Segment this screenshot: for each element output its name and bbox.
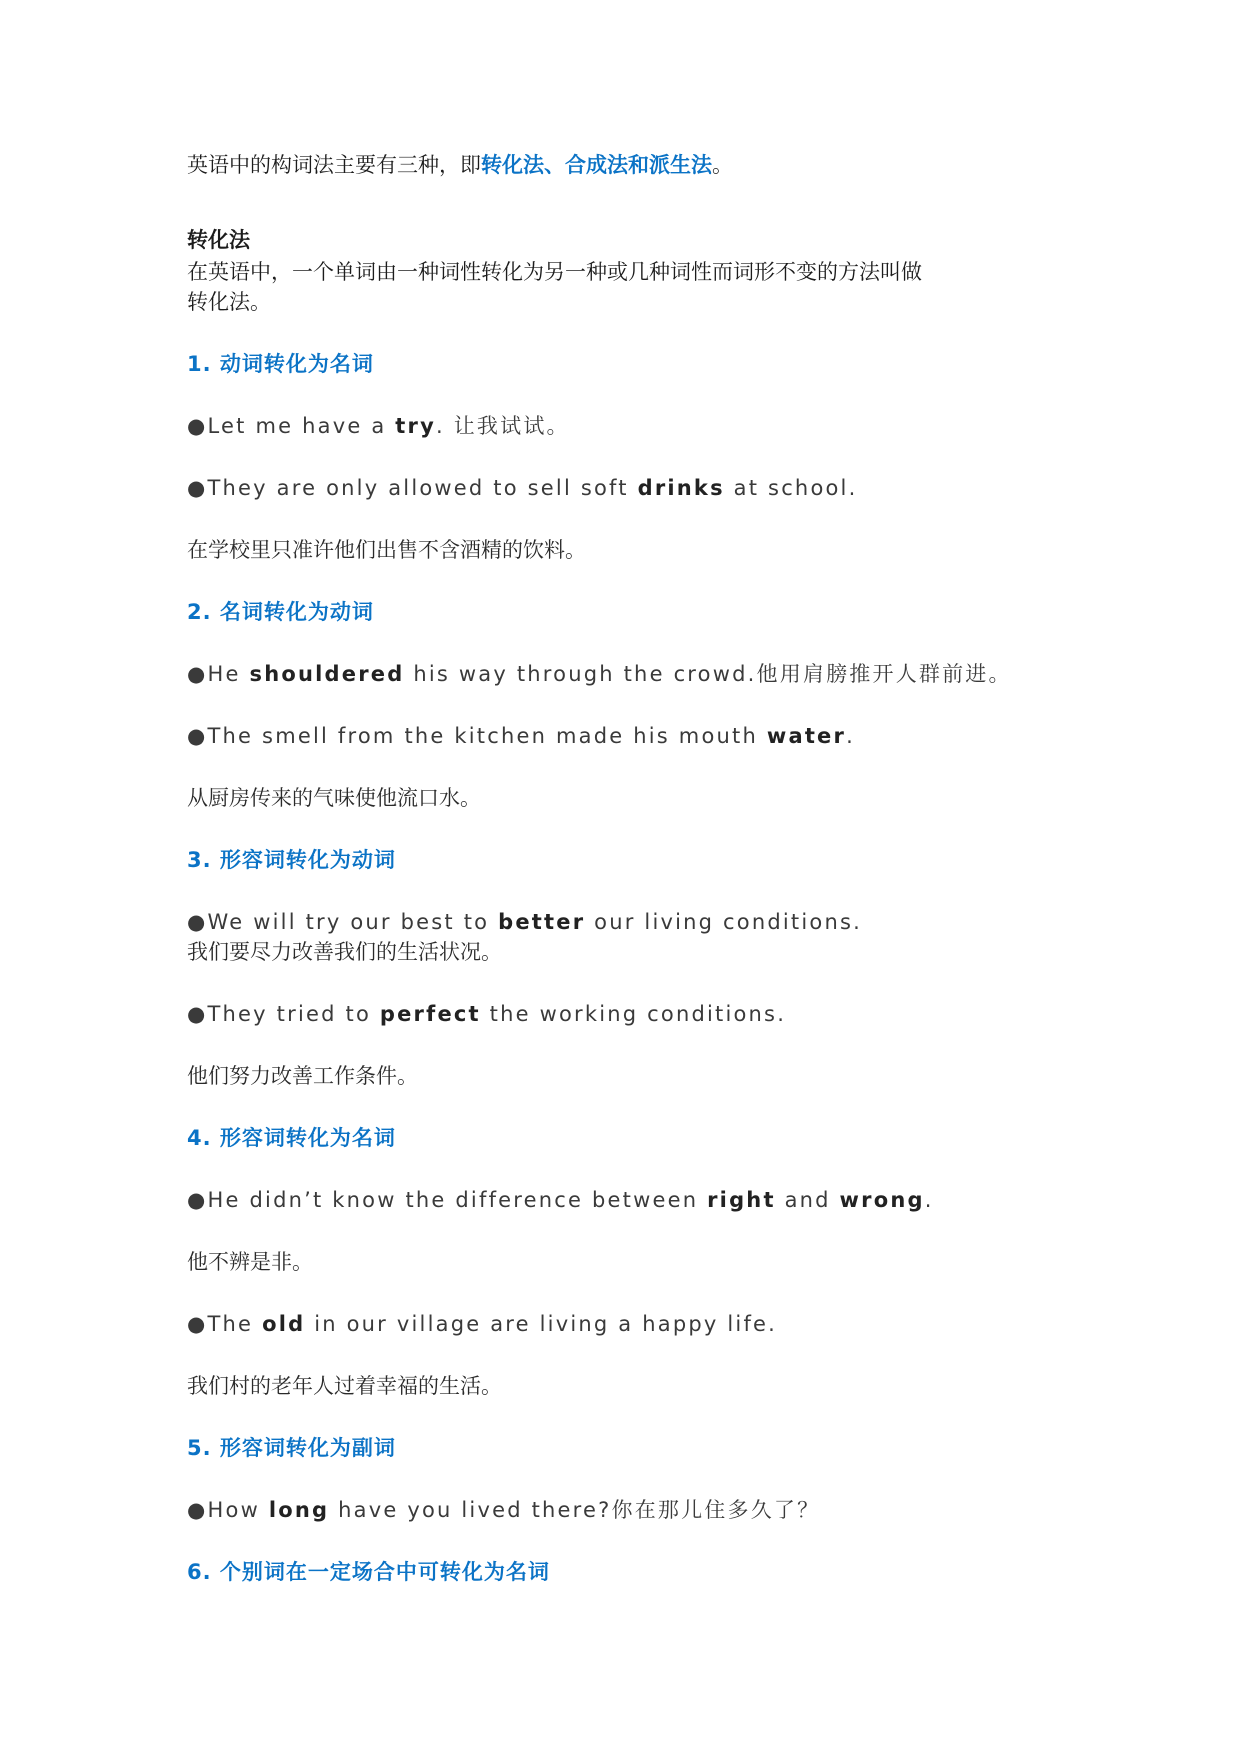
section-description: [187, 257, 1067, 317]
intro-paragraph: [187, 150, 1067, 180]
sentence-text: ●How: [187, 1498, 269, 1522]
subsection-heading-2: 2. 名词转化为动词: [187, 600, 374, 624]
subsection-heading-3: 3. 形容词转化为动词: [187, 848, 396, 872]
sentence-text: .: [924, 1188, 934, 1212]
keyword: shouldered: [249, 662, 405, 686]
subsection-heading-6: 6. 个别词在一定场合中可转化为名词: [187, 1560, 550, 1584]
sentence-text: and: [775, 1188, 840, 1212]
subsection-heading-4: 4. 形容词转化为名词: [187, 1126, 396, 1150]
sentence-text: at school.: [724, 476, 858, 500]
keyword: water: [766, 724, 847, 748]
keyword: better: [498, 910, 586, 934]
example-sentence: [187, 473, 1067, 503]
sentence-text: ●He: [187, 662, 250, 686]
subsection-heading-5: 5. 形容词转化为副词: [187, 1436, 396, 1460]
document-page: [187, 150, 1067, 1587]
section-description-line1: 在英语中，一个单词由一种词性转化为另一种或几种词性而词形不变的方法叫做: [187, 260, 922, 284]
sentence-text: ●The smell from the kitchen made his mouth: [187, 724, 767, 748]
translation: 我们要尽力改善我们的生活状况。: [187, 940, 502, 964]
keyword: right: [707, 1188, 776, 1212]
intro-text: 英语中的构词法主要有三种，即: [187, 153, 481, 177]
translation: 我们村的老年人过着幸福的生活。: [187, 1374, 502, 1398]
sentence-text: our living conditions.: [585, 910, 862, 934]
sentence-text: . 让我试试。: [435, 414, 570, 438]
example-sentence: [187, 659, 1067, 689]
example-sentence: [187, 999, 1067, 1029]
translation: 他们努力改善工作条件。: [187, 1064, 418, 1088]
section-heading: 转化法: [187, 228, 250, 252]
intro-highlight: 转化法、合成法和派生法: [481, 153, 712, 177]
sentence-text: ●The: [187, 1312, 263, 1336]
translation: 他不辨是非。: [187, 1250, 313, 1274]
sentence-text: ●They tried to: [187, 1002, 380, 1026]
example-sentence: [187, 1309, 1067, 1339]
keyword: long: [268, 1498, 330, 1522]
keyword: perfect: [379, 1002, 481, 1026]
sentence-text: his way through the crowd.他用肩膀推开人群前进。: [404, 662, 1012, 686]
sentence-text: ●We will try our best to: [187, 910, 499, 934]
keyword: try: [395, 414, 436, 438]
keyword: old: [262, 1312, 306, 1336]
translation: 从厨房传来的气味使他流口水。: [187, 786, 481, 810]
sentence-text: ●Let me have a: [187, 414, 396, 438]
sentence-text: in our village are living a happy life.: [305, 1312, 778, 1336]
example-sentence: [187, 1185, 1067, 1215]
sentence-text: the working conditions.: [480, 1002, 787, 1026]
section-description-line2: 转化法。: [187, 290, 271, 314]
subsection-heading-1: 1. 动词转化为名词: [187, 352, 374, 376]
sentence-text: .: [846, 724, 855, 748]
keyword: wrong: [839, 1188, 925, 1212]
example-sentence: [187, 411, 1067, 441]
sentence-text: ●He didn’t know the difference between: [187, 1188, 708, 1212]
keyword: drinks: [637, 476, 725, 500]
sentence-text: ●They are only allowed to sell soft: [187, 476, 638, 500]
translation: 在学校里只准许他们出售不含酒精的饮料。: [187, 538, 586, 562]
example-sentence: [187, 721, 1067, 751]
sentence-text: have you lived there?你在那儿住多久了？: [329, 1498, 821, 1522]
example-sentence: [187, 907, 1067, 937]
example-sentence: [187, 1495, 1067, 1525]
intro-end: 。: [712, 153, 733, 177]
